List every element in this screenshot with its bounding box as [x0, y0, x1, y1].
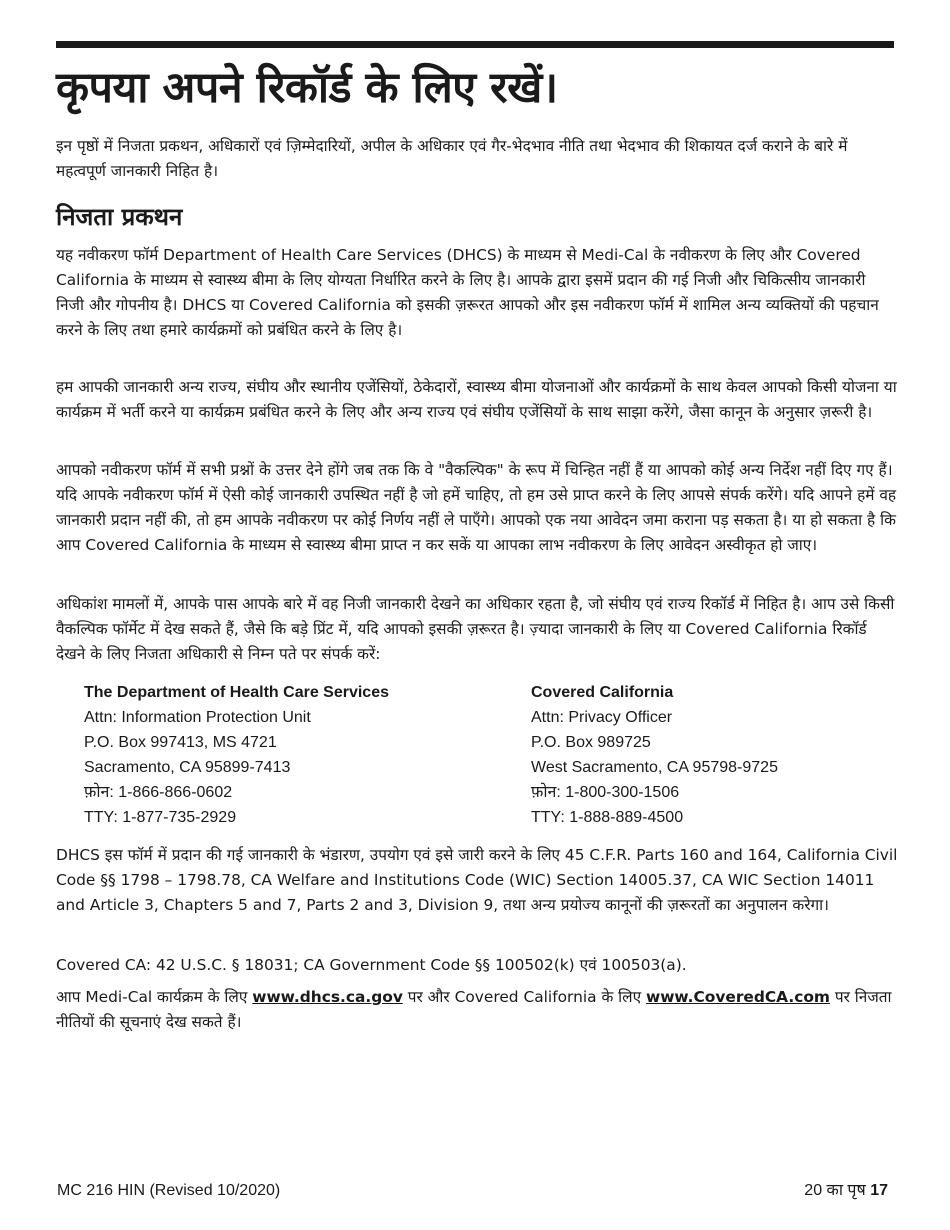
cc-tty: TTY: 1-888-889-4500: [531, 809, 684, 826]
section-heading: निजता प्रकथन: [56, 203, 183, 231]
dhcs-tty: TTY: 1-877-735-2929: [84, 809, 237, 826]
links-text-a: आप Medi-Cal कार्यक्रम के लिए: [56, 988, 253, 1006]
top-rule: [56, 41, 894, 48]
links-text-b: पर और Covered California के लिए: [402, 988, 646, 1006]
privacy-paragraph-4: अधिकांश मामलों में, आपके पास आपके बारे में वह निजी जानकारी देखने का अधिकार रहता है, जो संघीय एवं राज्य रिकॉर्ड में निहित है। आप उसे किसी वैकल्पिक फॉर्मेट में देख सकते हैं, जैसे कि बड़े प्रिंट में, यदि आपको इसकी ज़रूरत है। ज़्यादा जानकारी के लिए या Covered California रिकॉर्ड देखने के लिए निजता अधिकारी से निम्न पते पर संपर्क करें:: [56, 595, 895, 663]
privacy-paragraph-2: हम आपकी जानकारी अन्य राज्य, संघीय और स्थानीय एजेंसियों, ठेकेदारों, स्वास्थ्य बीमा योजनाओं और कार्यक्रमों के साथ केवल आपको किसी योजना या कार्यक्रम में भर्ती करने या कार्यक्रम प्रबंधित करने के लिए और अन्य राज्य एवं संघीय एजेंसियों के साथ साझा करेंगे, जैसा कानून के अनुसार ज़रूरी है।: [56, 378, 897, 421]
page-number-value: 17: [870, 1182, 888, 1199]
page-title: कृपया अपने रिकॉर्ड के लिए रखें।: [56, 63, 558, 113]
dhcs-attn: Attn: Information Protection Unit: [84, 709, 311, 726]
links-text-c: पर निजता नीतियों की सूचनाएं देख सकते हैं।: [56, 988, 892, 1031]
dhcs-address-block: [84, 680, 389, 830]
dhcs-phone: फ़ोन: 1-866-866-0602: [84, 784, 233, 801]
privacy-paragraph-1: यह नवीकरण फॉर्म Department of Health Care Services (DHCS) के माध्यम से Medi-Cal के नवीकरण के लिए और Covered California के माध्यम से स्वास्थ्य बीमा के लिए योग्यता निर्धारित करने के लिए है। आपके द्वारा इसमें प्रदान की गई निजी और चिकित्सीय जानकारी निजी और गोपनीय है। DHCS या Covered California को इसकी ज़रूरत आपको और इस नवीकरण फॉर्म में शामिल अन्य व्यक्तियों की पहचान करने के लिए तथा हमारे कार्यक्रमों को प्रबंधित करने के लिए है।: [56, 246, 879, 339]
privacy-paragraph-3: आपको नवीकरण फॉर्म में सभी प्रश्नों के उत्तर देने होंगे जब तक कि वे "वैकल्पिक" के रूप में चिन्हित नहीं हैं या आपको कोई अन्य निर्देश नहीं दिए गए हैं। यदि आपके नवीकरण फॉर्म में ऐसी कोई जानकारी उपस्थित नहीं है जो हमें चाहिए, तो हम उसे प्राप्त करने के लिए आपसे संपर्क करेंगे। यदि आपने हमें वह जानकारी प्रदान नहीं की, तो हम आपके नवीकरण पर कोई निर्णय नहीं ले पाएँगे। आपको एक नया आवेदन जमा कराना पड़ सकता है। या हो सकता है कि आप Covered California के माध्यम से स्वास्थ्य बीमा प्राप्त न कर सकें या आपका लाभ नवीकरण के लिए आवेदन अस्वीकृत हो जाए।: [56, 461, 897, 554]
covered-california-address-block: [531, 680, 778, 830]
intro-text: इन पृष्ठों में निजता प्रकथन, अधिकारों एवं ज़िम्मेदारियों, अपील के अधिकार एवं गैर-भेदभाव नीति तथा भेदभाव की शिकायत दर्ज कराने के बारे में महत्वपूर्ण जानकारी निहित है।: [56, 137, 848, 180]
coveredca-website-link[interactable]: www.CoveredCA.com: [645, 988, 830, 1006]
legal-paragraph: DHCS इस फॉर्म में प्रदान की गई जानकारी के भंडारण, उपयोग एवं इसे जारी करने के लिए 45 C.F.R. Parts 160 and 164, California Civil Code §§ 1798 – 1798.78, CA Welfare and Institutions Code (WIC) Section 14005.37, CA WIC Section 14011 and Article 3, Chapters 5 and 7, Parts 2 and 3, Division 9, तथा अन्य प्रयोज्य कानूनों की ज़रूरतों का अनुपालन करेगा।: [56, 846, 898, 914]
cc-attn: Attn: Privacy Officer: [531, 709, 673, 726]
form-id: MC 216 HIN (Revised 10/2020): [57, 1182, 281, 1199]
cc-phone: फ़ोन: 1-800-300-1506: [531, 784, 680, 801]
cc-po-box: P.O. Box 989725: [531, 734, 651, 751]
dhcs-name: The Department of Health Care Services: [84, 684, 389, 701]
dhcs-city: Sacramento, CA 95899-7413: [84, 759, 291, 776]
dhcs-website-link[interactable]: www.dhcs.ca.gov: [252, 988, 403, 1006]
dhcs-po-box: P.O. Box 997413, MS 4721: [84, 734, 277, 751]
privacy-links-paragraph: [56, 985, 898, 1035]
page-number-prefix: 20 का पृष: [804, 1182, 871, 1199]
covered-ca-legal-line: Covered CA: 42 U.S.C. § 18031; CA Government Code §§ 100502(k) एवं 100503(a).: [56, 956, 687, 974]
cc-name: Covered California: [531, 684, 674, 701]
page-number: [804, 1180, 888, 1202]
cc-city: West Sacramento, CA 95798-9725: [531, 759, 778, 776]
